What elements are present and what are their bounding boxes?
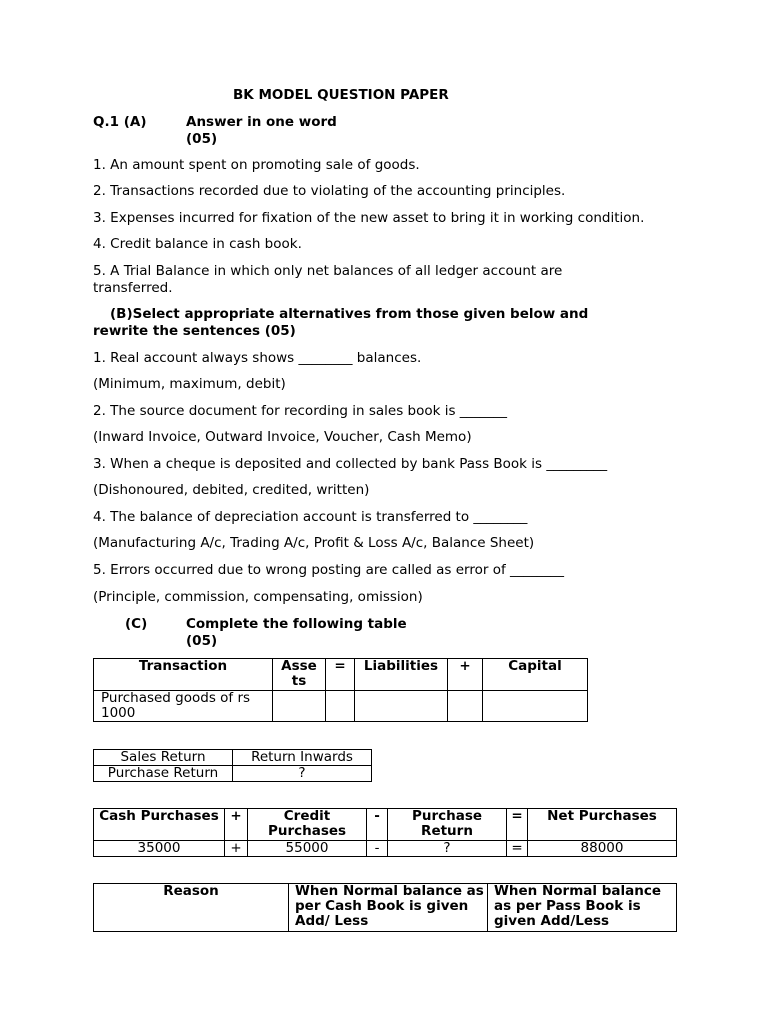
q1b-options-4: (Manufacturing A/c, Trading A/c, Profit & Loss A/c, Balance Sheet)	[93, 535, 535, 551]
cell-capital	[483, 691, 588, 722]
page-title: BK MODEL QUESTION PAPER	[233, 87, 449, 103]
returns-table	[93, 749, 372, 782]
th-liabilities: Liabilities	[355, 659, 448, 691]
q1b-item-5: 5. Errors occurred due to wrong posting are called as error of ________	[93, 562, 565, 578]
q1b-options-3: (Dishonoured, debited, credited, written)	[93, 482, 370, 498]
net-purchases-table	[93, 808, 677, 857]
cell-credit-purchases: 55000	[248, 841, 367, 857]
cell-equals	[326, 691, 355, 722]
q1b-item-1: 1. Real account always shows ________ balances.	[93, 350, 422, 366]
cell-plus	[448, 691, 483, 722]
q1b-item-2: 2. The source document for recording in sales book is _______	[93, 403, 508, 419]
q1b-item-3: 3. When a cheque is deposited and collected by bank Pass Book is _________	[93, 456, 608, 472]
th-equals: =	[507, 809, 528, 841]
table-header-row	[94, 659, 588, 691]
th-plus: +	[225, 809, 248, 841]
th-reason: Reason	[94, 884, 289, 932]
th-capital: Capital	[483, 659, 588, 691]
q1a-item-5: 5. A Trial Balance in which only net balances of all ledger account are transferred.	[93, 263, 563, 296]
q1a-heading	[186, 114, 337, 148]
q1a-item-3: 3. Expenses incurred for fixation of the new asset to bring it in working condition.	[93, 210, 645, 226]
q1b-heading-line1: (B)Select appropriate alternatives from those given below and	[110, 306, 589, 322]
table-row	[94, 841, 677, 857]
cell-unknown: ?	[233, 766, 372, 782]
th-equals: =	[326, 659, 355, 691]
th-pass-book: When Normal balance as per Pass Book is given Add/Less	[488, 884, 677, 932]
th-net-purchases: Net Purchases	[528, 809, 677, 841]
q1a-item-4: 4. Credit balance in cash book.	[93, 236, 302, 252]
table-row	[94, 691, 588, 722]
q1c-heading	[186, 616, 407, 650]
q1b-options-1: (Minimum, maximum, debit)	[93, 376, 286, 392]
cell-sales-return: Sales Return	[94, 750, 233, 766]
th-credit-purchases: Credit Purchases	[248, 809, 367, 841]
th-minus: -	[367, 809, 388, 841]
cell-equals: =	[507, 841, 528, 857]
table-row	[94, 750, 372, 766]
q1b-heading	[93, 306, 588, 340]
table-header-row	[94, 809, 677, 841]
q1c-label: (C)	[125, 616, 148, 632]
th-assets: Asse ts	[273, 659, 326, 691]
cell-assets	[273, 691, 326, 722]
cell-purchase-return: Purchase Return	[94, 766, 233, 782]
th-cash-purchases: Cash Purchases	[94, 809, 225, 841]
q1b-options-5: (Principle, commission, compensating, omission)	[93, 589, 423, 605]
q1c-heading-text: Complete the following table	[186, 616, 407, 632]
cell-liabilities	[355, 691, 448, 722]
q1b-heading-line2: rewrite the sentences (05)	[93, 323, 296, 339]
accounting-equation-table	[93, 658, 588, 722]
th-cash-book: When Normal balance as per Cash Book is given Add/ Less	[289, 884, 488, 932]
cell-cash-purchases: 35000	[94, 841, 225, 857]
q1b-item-4: 4. The balance of depreciation account is transferred to ________	[93, 509, 528, 525]
cell-plus: +	[225, 841, 248, 857]
th-purchase-return: Purchase Return	[388, 809, 507, 841]
th-transaction: Transaction	[94, 659, 273, 691]
q1b-options-2: (Inward Invoice, Outward Invoice, Voucher, Cash Memo)	[93, 429, 472, 445]
cell-purchase-return: ?	[388, 841, 507, 857]
q1a-heading-text: Answer in one word	[186, 114, 337, 130]
bank-reconciliation-table	[93, 883, 677, 932]
cell-return-inwards: Return Inwards	[233, 750, 372, 766]
cell-net-purchases: 88000	[528, 841, 677, 857]
cell-transaction: Purchased goods of rs 1000	[94, 691, 273, 722]
q1a-item-2: 2. Transactions recorded due to violating of the accounting principles.	[93, 183, 566, 199]
th-plus: +	[448, 659, 483, 691]
table-row	[94, 766, 372, 782]
q1a-item-1: 1. An amount spent on promoting sale of goods.	[93, 157, 420, 173]
table-header-row	[94, 884, 677, 932]
q1a-label: Q.1 (A)	[93, 114, 147, 130]
cell-minus: -	[367, 841, 388, 857]
q1c-marks: (05)	[186, 633, 218, 649]
q1a-marks: (05)	[186, 131, 218, 147]
